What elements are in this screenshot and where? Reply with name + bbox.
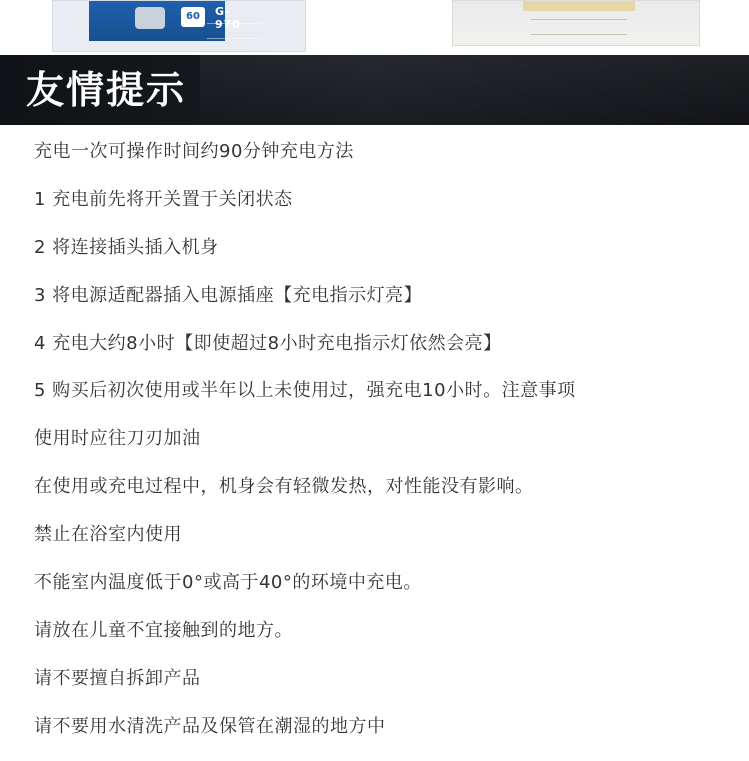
box-fine-print (531, 19, 627, 35)
product-box-image-left (52, 0, 306, 52)
notice-line: 请放在儿童不宜接触到的地方。 (34, 619, 293, 641)
notice-line: 3 将电源适配器插入电源插座【充电指示灯亮】 (34, 284, 423, 306)
shaver-picture (135, 7, 165, 29)
minutes-badge: 60 (181, 7, 205, 27)
notice-line: 4 充电大约8小时【即使超过8小时充电指示灯依然会亮】 (34, 332, 502, 354)
box-fine-print (207, 23, 261, 39)
box-label-panel (89, 1, 241, 41)
notice-line: 不能室内温度低于0°或高于40°的环境中充电。 (34, 572, 422, 594)
model-number: G-970 (215, 5, 241, 31)
section-title: 友情提示 (26, 68, 187, 112)
notice-line: 5 购买后初次使用或半年以上未使用过，强充电10小时。注意事项 (34, 380, 576, 402)
notice-line: 充电一次可操作时间约90分钟充电方法 (34, 141, 354, 162)
notice-line: 请不要擅自拆卸产品 (34, 667, 201, 689)
notice-line: 在使用或充电过程中，机身会有轻微发热，对性能没有影响。 (34, 476, 534, 498)
product-box-image-right (452, 0, 700, 46)
notice-line: 使用时应往刀刃加油 (34, 428, 201, 450)
notice-line: 禁止在浴室内使用 (34, 524, 182, 546)
box-gold-tag (523, 1, 635, 11)
notice-line: 1 充电前先将开关置于关闭状态 (34, 188, 293, 210)
product-image-strip (0, 0, 749, 55)
notice-list (34, 132, 734, 755)
notice-line: 2 将连接插头插入机身 (34, 236, 219, 258)
header-shine (200, 55, 749, 125)
notice-line: 请不要用水清洗产品及保管在潮湿的地方中 (34, 715, 386, 737)
